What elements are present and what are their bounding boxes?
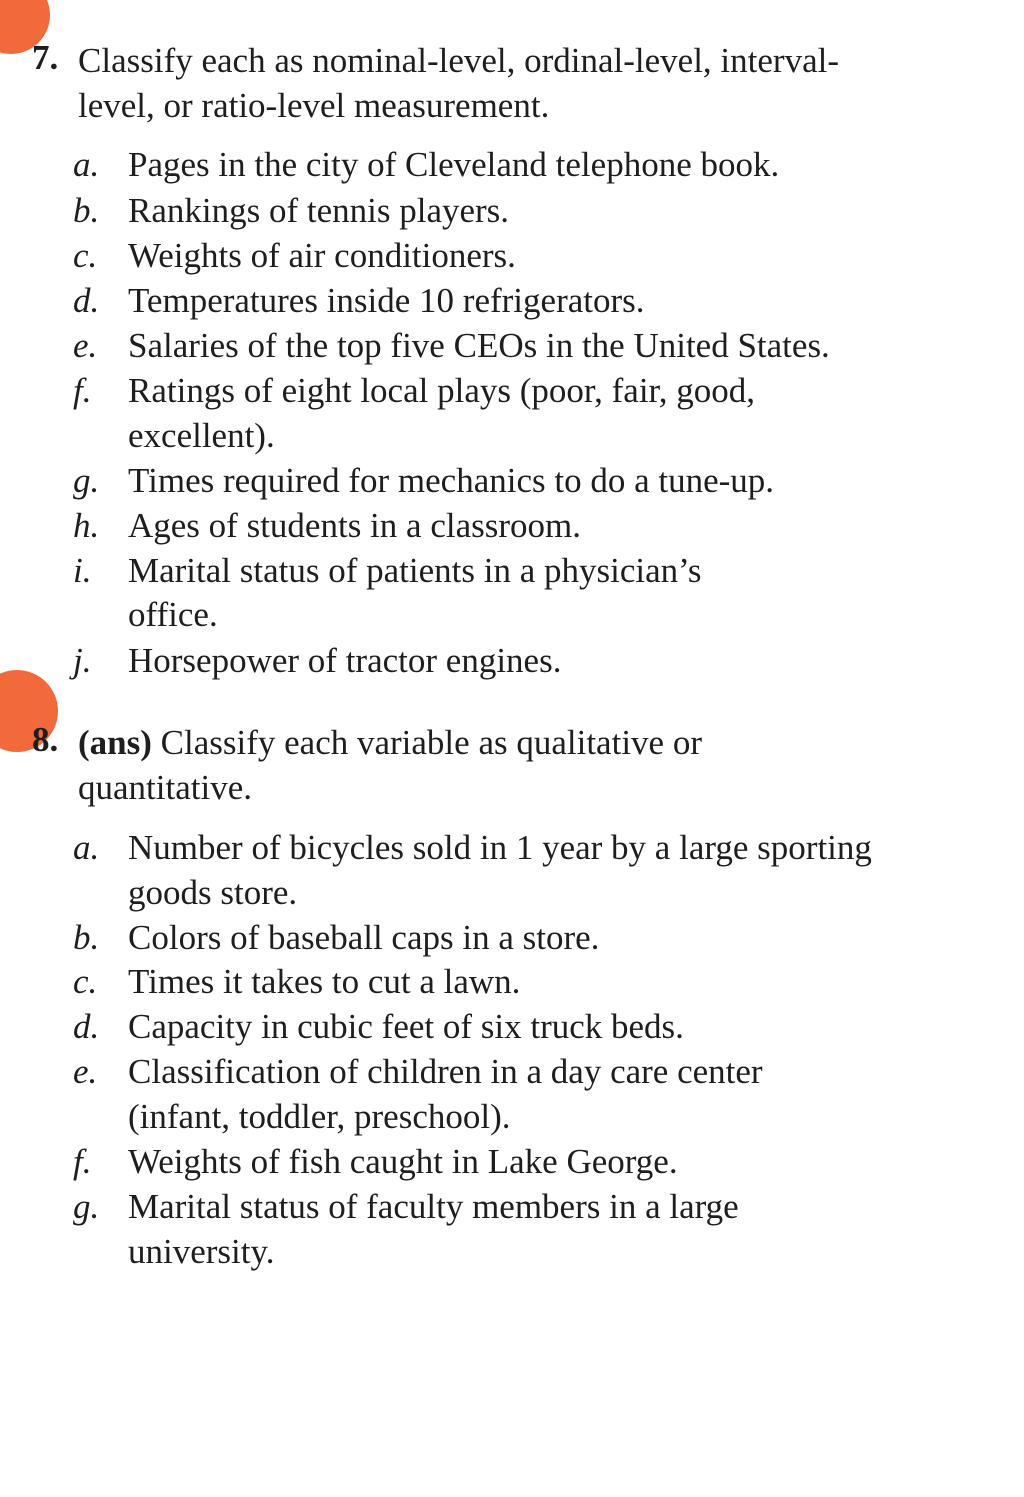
item-text: Weights of fish caught in Lake George.	[128, 1142, 678, 1181]
item-text: Classification of children in a day care center	[128, 1052, 763, 1091]
list-item-continuation	[0, 413, 1024, 459]
item-letter: d.	[73, 1007, 100, 1046]
item-text-continuation: goods store.	[128, 873, 298, 912]
item-text-continuation: university.	[128, 1232, 275, 1271]
item-letter: g.	[73, 1187, 100, 1226]
list-item	[0, 1049, 1024, 1095]
list-item	[0, 458, 1024, 504]
item-letter: b.	[73, 918, 100, 957]
list-item	[0, 548, 1024, 594]
item-letter: g.	[73, 461, 100, 500]
list-item	[0, 1184, 1024, 1230]
item-letter: f.	[73, 371, 92, 410]
answer-tag: (ans)	[78, 723, 152, 762]
list-item	[0, 233, 1024, 279]
item-text: Times it takes to cut a lawn.	[128, 962, 521, 1001]
list-item	[0, 825, 1024, 871]
item-letter: c.	[73, 236, 98, 275]
item-text: Pages in the city of Cleveland telephone book.	[128, 145, 780, 184]
item-text-continuation: (infant, toddler, preschool).	[128, 1097, 511, 1136]
list-item	[0, 368, 1024, 414]
question-7-prompt	[78, 38, 978, 128]
item-letter: f.	[73, 1142, 92, 1181]
question-8-prompt	[78, 720, 978, 810]
item-text: Weights of air conditioners.	[128, 236, 516, 275]
item-text: Marital status of faculty members in a large	[128, 1187, 739, 1226]
item-text: Salaries of the top five CEOs in the United States.	[128, 326, 830, 365]
question-8-prompt-text: Classify each variable as qualitative or	[160, 723, 702, 762]
question-8-prompt-line2: quantitative.	[78, 768, 252, 807]
question-7-prompt-line1: Classify each as nominal-level, ordinal-level, interval-	[78, 41, 839, 80]
question-7-number: 7.	[32, 38, 59, 77]
item-text: Horsepower of tractor engines.	[128, 641, 562, 680]
item-text: Capacity in cubic feet of six truck beds.	[128, 1007, 684, 1046]
item-text: Ages of students in a classroom.	[128, 506, 581, 545]
list-item-continuation	[0, 1229, 1024, 1275]
item-text: Temperatures inside 10 refrigerators.	[128, 281, 645, 320]
question-8-prompt-line1	[78, 720, 978, 765]
item-text: Ratings of eight local plays (poor, fair, good,	[128, 371, 756, 410]
item-letter: e.	[73, 326, 98, 365]
item-text: Times required for mechanics to do a tune-up.	[128, 461, 775, 500]
list-item	[0, 1004, 1024, 1050]
item-text: Number of bicycles sold in 1 year by a large sporting	[128, 828, 872, 867]
item-letter: b.	[73, 191, 100, 230]
item-text-continuation: office.	[128, 595, 218, 634]
list-item	[0, 323, 1024, 369]
list-item	[0, 959, 1024, 1005]
item-letter: e.	[73, 1052, 98, 1091]
list-item-continuation	[0, 1094, 1024, 1140]
item-letter: h.	[73, 506, 100, 545]
item-letter: a.	[73, 828, 100, 867]
item-letter: a.	[73, 145, 100, 184]
list-item	[0, 503, 1024, 549]
list-item-continuation	[0, 592, 1024, 638]
item-text: Rankings of tennis players.	[128, 191, 510, 230]
list-item-continuation	[0, 870, 1024, 916]
list-item	[0, 1139, 1024, 1185]
item-letter: c.	[73, 962, 98, 1001]
item-text-continuation: excellent).	[128, 416, 275, 455]
question-8-number: 8.	[32, 720, 59, 759]
question-7-prompt-line2: level, or ratio-level measurement.	[78, 86, 550, 125]
list-item	[0, 142, 1024, 188]
item-text: Marital status of patients in a physician’s	[128, 551, 702, 590]
list-item	[0, 915, 1024, 961]
list-item	[0, 638, 1024, 684]
item-letter: d.	[73, 281, 100, 320]
item-letter: i.	[73, 551, 92, 590]
item-text: Colors of baseball caps in a store.	[128, 918, 600, 957]
list-item	[0, 278, 1024, 324]
list-item	[0, 188, 1024, 234]
item-letter: j.	[73, 641, 92, 680]
